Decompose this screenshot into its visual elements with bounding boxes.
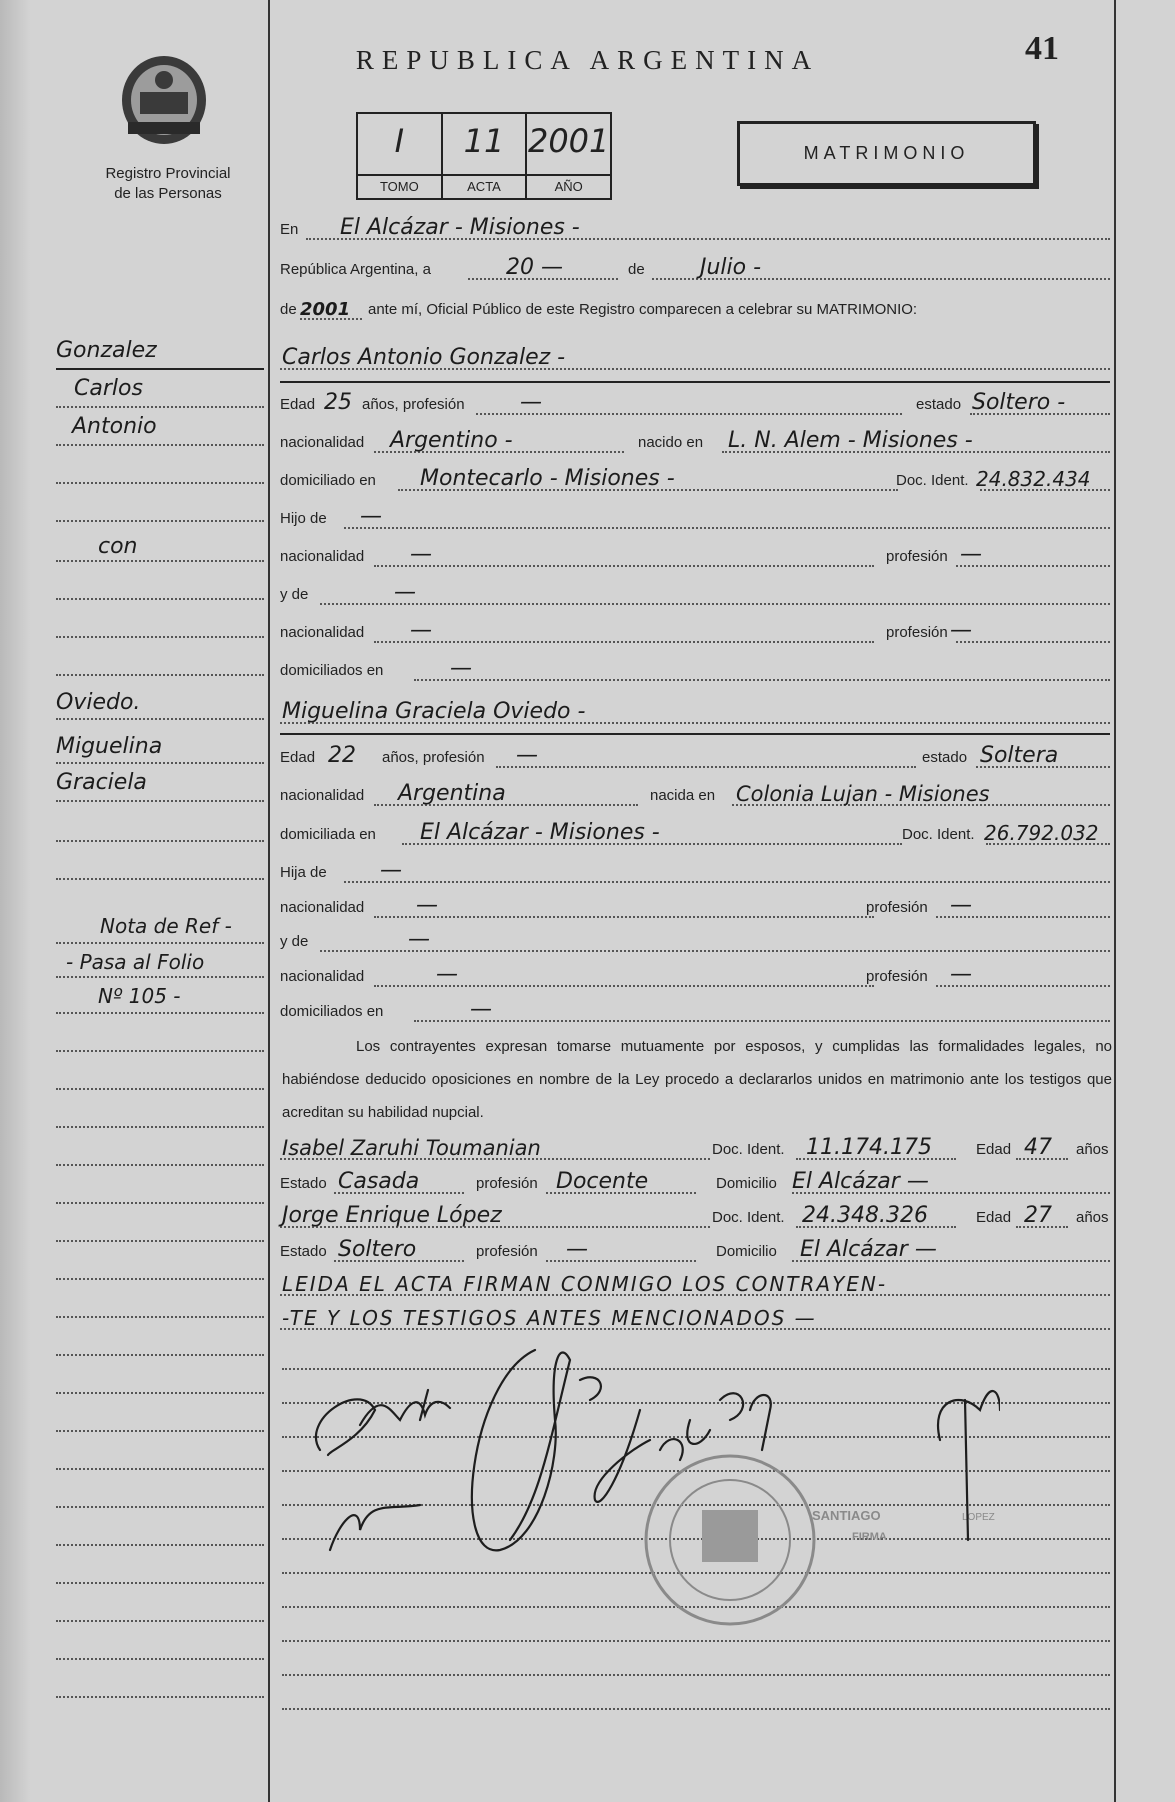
witness1-status-row: Estado Casada profesión Docente Domicilio El Alcázar — bbox=[280, 1164, 1110, 1198]
svg-text:FIRMA: FIRMA bbox=[852, 1531, 887, 1543]
bride-nationality: Argentina bbox=[398, 781, 506, 806]
bride-doc-number: 26.792.032 bbox=[984, 821, 1099, 845]
svg-text:SANTIAGO: SANTIAGO bbox=[812, 1508, 881, 1523]
witness2-status-row: Estado Soltero profesión — Domicilio El Alcázar — bbox=[280, 1232, 1110, 1266]
bride-nationality-row: nacionalidad Argentina nacida en Colonia Lujan - Misiones bbox=[280, 776, 1110, 810]
bride-birthplace: Colonia Lujan - Misiones bbox=[736, 782, 990, 806]
groom-name-underline bbox=[280, 381, 1110, 383]
groom-civil-status: Soltero - bbox=[972, 390, 1066, 415]
witness1-profession: Docente bbox=[556, 1169, 649, 1194]
groom-age: 25 bbox=[324, 390, 352, 415]
witness1-doc: 11.174.175 bbox=[806, 1135, 932, 1160]
bride-mother-nationality: — bbox=[436, 962, 458, 987]
groom-nationality: Argentino - bbox=[390, 428, 513, 453]
margin-groom-name1: Carlos bbox=[74, 376, 143, 401]
acta-label: ACTA bbox=[443, 174, 526, 198]
witness2-name: Jorge Enrique López bbox=[282, 1203, 502, 1228]
margin-divider-line bbox=[268, 0, 270, 1802]
bride-father-row: Hija de — bbox=[280, 853, 1110, 887]
closing-text-1: LEIDA EL ACTA FIRMAN CONMIGO LOS CONTRAYEN- bbox=[282, 1272, 888, 1296]
witness2-doc: 24.348.326 bbox=[802, 1203, 928, 1228]
bride-father-profession: — bbox=[950, 893, 972, 918]
witness1-age: 47 bbox=[1024, 1135, 1052, 1160]
bride-mother: — bbox=[408, 927, 430, 952]
svg-text:LOPEZ: LOPEZ bbox=[962, 1512, 995, 1523]
day-value: 20 — bbox=[506, 255, 563, 280]
margin-note-line2: - Pasa al Folio bbox=[66, 950, 205, 974]
bride-name-underline bbox=[280, 733, 1110, 735]
witness2-domicile: El Alcázar — bbox=[800, 1237, 937, 1262]
groom-father-nationality: — bbox=[410, 542, 432, 567]
margin-note-line1: Nota de Ref - bbox=[100, 914, 232, 938]
margin-bride-name2: Graciela bbox=[56, 770, 147, 795]
witness1-domicile: El Alcázar — bbox=[792, 1169, 929, 1194]
bride-mother-profession: — bbox=[950, 962, 972, 987]
registry-name: Registro Provincial de las Personas bbox=[105, 165, 231, 202]
tomo-acta-year-box bbox=[356, 112, 612, 200]
margin-bride-surname: Oviedo. bbox=[56, 690, 141, 715]
witness2-profession: — bbox=[566, 1237, 588, 1262]
year-value: 2001 bbox=[527, 122, 610, 160]
groom-mother-profession: — bbox=[950, 618, 972, 643]
bride-parents-domicile: — bbox=[470, 997, 492, 1022]
groom-mother: — bbox=[394, 580, 416, 605]
place-value: El Alcázar - Misiones - bbox=[340, 215, 580, 240]
margin-groom-surname: Gonzalez bbox=[56, 338, 157, 363]
year-appear-row: de 2001 ante mí, Oficial Público de este Registro comparecen a celebrar su MATRIMONIO: bbox=[280, 299, 918, 320]
margin-groom-name2: Antonio bbox=[72, 414, 157, 439]
country-title: REPUBLICA ARGENTINA bbox=[355, 45, 820, 75]
groom-father-profession: — bbox=[960, 542, 982, 567]
groom-mother-nationality: — bbox=[410, 618, 432, 643]
groom-doc-number: 24.832.434 bbox=[976, 467, 1091, 491]
acta-value: 11 bbox=[463, 122, 505, 160]
tomo-value: I bbox=[394, 122, 405, 160]
bride-profession: — bbox=[516, 743, 538, 768]
margin-bride-name1: Miguelina bbox=[56, 734, 163, 759]
right-border-line bbox=[1114, 0, 1116, 1802]
witness1-name: Isabel Zaruhi Toumanian bbox=[282, 1136, 541, 1160]
groom-profession: — bbox=[520, 390, 542, 415]
bride-domicile-row: domiciliada en El Alcázar - Misiones - Doc. Ident. 26.792.032 bbox=[280, 815, 1110, 849]
bride-mother-nat-row: nacionalidad — profesión — bbox=[280, 957, 1110, 991]
bride-mother-row: y de — bbox=[280, 922, 1110, 956]
closing-line-1 bbox=[280, 1266, 1110, 1300]
year-handwritten: 2001 bbox=[300, 299, 351, 320]
place-row: En El Alcázar - Misiones - bbox=[280, 210, 1110, 244]
witness2-status: Soltero bbox=[338, 1237, 417, 1262]
provincial-seal-icon bbox=[118, 52, 210, 148]
groom-parents-domicile-row: domiciliados en — bbox=[280, 651, 1110, 685]
margin-con: con bbox=[98, 534, 138, 559]
bride-age: 22 bbox=[328, 743, 356, 768]
month-value: Julio - bbox=[700, 255, 762, 280]
record-type-box: MATRIMONIO bbox=[737, 121, 1036, 186]
page-fold-shadow bbox=[0, 0, 30, 1802]
year-label: AÑO bbox=[527, 174, 610, 198]
closing-text-2: -TE Y LOS TESTIGOS ANTES MENCIONADOS — bbox=[282, 1306, 817, 1330]
page-number: 41 bbox=[1025, 30, 1059, 67]
groom-mother-nat-row: nacionalidad — profesión — bbox=[280, 613, 1110, 647]
witness2-age: 27 bbox=[1024, 1203, 1052, 1228]
date-row: República Argentina, a 20 — de Julio - bbox=[280, 250, 1110, 284]
groom-mother-row: y de — bbox=[280, 575, 1110, 609]
groom-parents-domicile: — bbox=[450, 656, 472, 681]
groom-father-nat-row: nacionalidad — profesión — bbox=[280, 537, 1110, 571]
groom-age-row: Edad 25 años, profesión — estado Soltero - bbox=[280, 385, 1110, 419]
bride-father-nationality: — bbox=[416, 893, 438, 918]
bride-father-nat-row: nacionalidad — profesión — bbox=[280, 888, 1110, 922]
bride-parents-domicile-row: domiciliados en — bbox=[280, 992, 1110, 1026]
witness1-row: Isabel Zaruhi Toumanian Doc. Ident. 11.174.175 Edad 47 años bbox=[282, 1135, 1109, 1160]
signatures-icon bbox=[300, 1300, 1000, 1590]
bride-domicile: El Alcázar - Misiones - bbox=[420, 820, 660, 845]
groom-birthplace: L. N. Alem - Misiones - bbox=[728, 428, 973, 453]
bride-name-row bbox=[280, 694, 1110, 728]
bride-civil-status: Soltera bbox=[980, 743, 1059, 768]
tomo-label: TOMO bbox=[358, 174, 441, 198]
bride-father: — bbox=[380, 858, 402, 883]
margin-note-line3: Nº 105 - bbox=[98, 984, 181, 1008]
groom-nationality-row: nacionalidad Argentino - nacido en L. N. Alem - Misiones - bbox=[280, 423, 1110, 457]
witness2-row: Jorge Enrique López Doc. Ident. 24.348.326 Edad 27 años bbox=[282, 1203, 1109, 1228]
witness1-status: Casada bbox=[338, 1169, 420, 1194]
bride-full-name: Miguelina Graciela Oviedo - bbox=[282, 699, 586, 724]
groom-domicile: Montecarlo - Misiones - bbox=[420, 466, 675, 491]
groom-name-row bbox=[280, 340, 1110, 374]
declaration-paragraph: Los contrayentes expresan tomarse mutuamente por esposos, y cumplidas las formalidades legales, no habiéndose deducido oposiciones en nombre de la Ley procedo a declararlos unidos en matrimonio ante los testigos que acreditan su habilidad nupcial. bbox=[282, 1038, 1112, 1121]
groom-father-row: Hijo de — bbox=[280, 499, 1110, 533]
groom-full-name: Carlos Antonio Gonzalez - bbox=[282, 345, 566, 370]
bride-age-row: Edad 22 años, profesión — estado Soltera bbox=[280, 738, 1110, 772]
groom-domicile-row: domiciliado en Montecarlo - Misiones - Doc. Ident. 24.832.434 bbox=[280, 461, 1110, 495]
groom-father: — bbox=[360, 504, 382, 529]
